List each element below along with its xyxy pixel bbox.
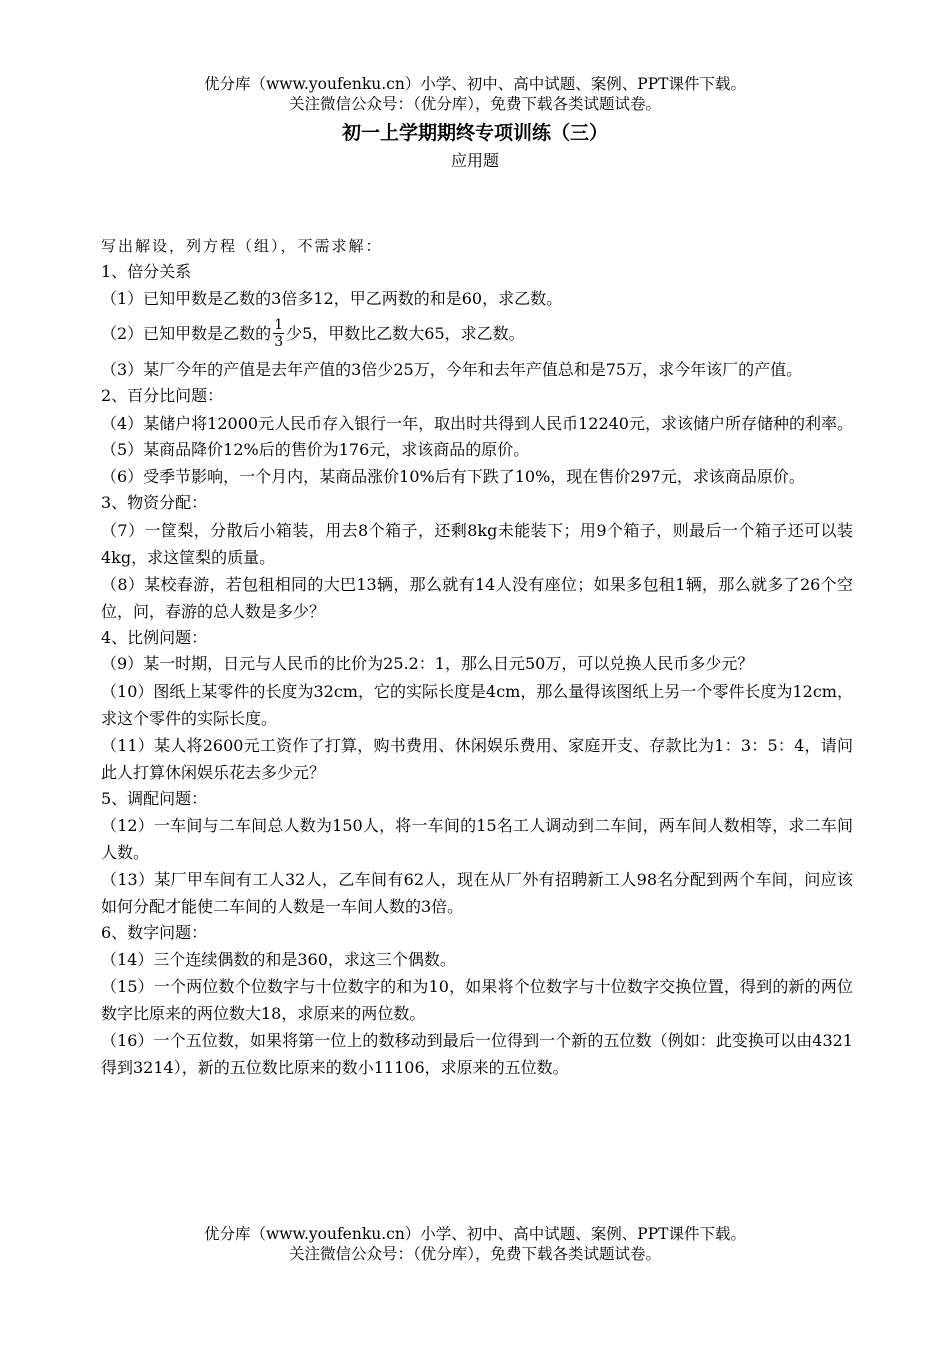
problem-2-text-b: 少5，甲数比乙数大65，求乙数。 <box>286 324 525 343</box>
fraction-numerator: 1 <box>274 317 284 333</box>
problem-5: （5）某商品降价12%后的售价为176元，求该商品的原价。 <box>101 439 530 459</box>
header-line-1: 优分库（www.youfenku.cn）小学、初中、高中试题、案例、PPT课件下载。 <box>203 75 747 93</box>
problem-4: （4）某储户将12000元人民币存入银行一年，取出时共得到人民币12240元，求该储户所存储种的利率。 <box>101 413 853 433</box>
footer-line-1: 优分库（www.youfenku.cn）小学、初中、高中试题、案例、PPT课件下载。 <box>203 1225 747 1243</box>
page-title: 初一上学期期终专项训练（三） <box>341 122 608 144</box>
section-heading: 1、倍分关系 <box>101 262 192 281</box>
problem-13: （13）某厂甲车间有工人32人，乙车间有62人，现在从厂外有招聘新工人98名分配到两个车间，问应该如何分配才能使二车间的人数是一车间人数的3倍。 <box>101 870 853 916</box>
problem-3: （3）某厂今年的产值是去年产值的3倍少25万，今年和去年产值总和是75万，求今年该厂的产值。 <box>101 360 803 379</box>
problem-15: （15）一个两位数个位数字与十位数字的和为10，如果将个位数字与十位数字交换位置，得到的新的两位数字比原来的两位数大18，求原来的两位数。 <box>101 977 853 1023</box>
section-heading: 2、百分比问题： <box>101 386 224 405</box>
instruction: 写出解设，列方程（组），不需求解： <box>101 237 383 255</box>
problem-7: （7）一筐梨，分散后小箱装，用去8个箱子，还剩8kg未能装下；用9个箱子，则最后一个箱子还可以装4kg，求这筐梨的质量。 <box>101 520 853 567</box>
document-body <box>101 233 853 1081</box>
problem-14: （14）三个连续偶数的和是360，求这三个偶数。 <box>101 949 456 969</box>
section-heading: 3、物资分配： <box>101 493 208 512</box>
problem-11: （11）某人将2600元工资作了打算，购书费用、休闲娱乐费用、家庭开支、存款比为1：3：5：4，请问此人打算休闲娱乐花去多少元？ <box>101 735 853 782</box>
problem-1: （1）已知甲数是乙数的3倍多12，甲乙两数的和是60，求乙数。 <box>101 288 563 308</box>
problem-10: （10）图纸上某零件的长度为32cm，它的实际长度是4cm，那么量得该图纸上另一个零件长度为12cm，求这个零件的实际长度。 <box>101 681 853 728</box>
problem-2-text-a: （2）已知甲数是乙数的 <box>101 324 272 343</box>
problem-2 <box>101 312 853 356</box>
header-line-2: 关注微信公众号：（优分库），免费下载各类试题试卷。 <box>288 95 661 113</box>
section-heading: 6、数字问题： <box>101 923 208 942</box>
problem-16: （16）一个五位数，如果将第一位上的数移动到最后一位得到一个新的五位数（例如：此变换可以由4321得到3214），新的五位数比原来的数小11106，求原来的五位数。 <box>101 1031 853 1077</box>
problem-8: （8）某校春游，若包租相同的大巴13辆，那么就有14人没有座位；如果多包租1辆，那么就多了26个空位，问，春游的总人数是多少？ <box>101 574 853 621</box>
footer-line-2: 关注微信公众号：（优分库），免费下载各类试题试卷。 <box>288 1245 661 1263</box>
section-heading: 5、调配问题： <box>101 788 208 808</box>
fraction-one-third <box>273 317 284 350</box>
page-subtitle: 应用题 <box>450 151 499 170</box>
problem-9: （9）某一时期，日元与人民币的比价为25.2：1，那么日元50万，可以兑换人民币多少元？ <box>101 654 754 673</box>
section-heading: 4、比例问题： <box>101 627 208 647</box>
problem-12: （12）一车间与二车间总人数为150人，将一车间的15名工人调动到二车间，两车间人数相等，求二车间人数。 <box>101 816 853 862</box>
fraction-denominator: 3 <box>274 334 284 350</box>
problem-6: （6）受季节影响，一个月内，某商品涨价10%后有下跌了10%，现在售价297元，求该商品原价。 <box>101 467 805 486</box>
